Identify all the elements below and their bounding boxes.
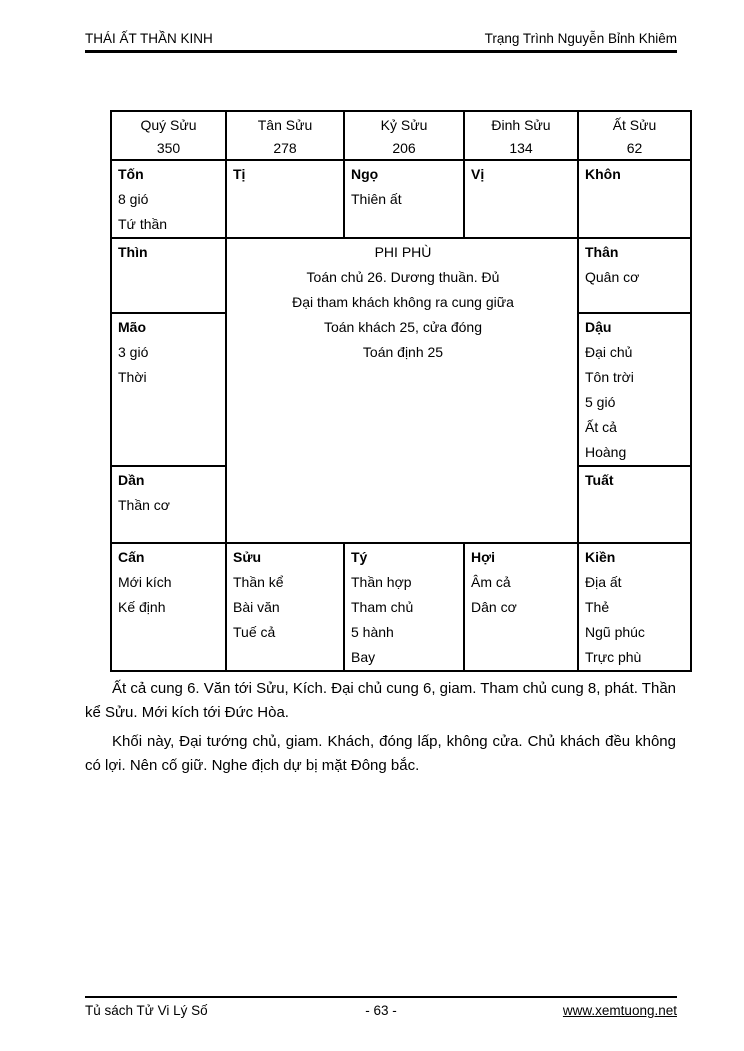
palace-label: Tị: [233, 166, 246, 182]
palace-label: Vị: [471, 166, 485, 182]
palace-line: Đại chủ: [585, 344, 633, 360]
palace-line: Âm cả: [471, 574, 511, 590]
palace-line: 8 gió: [118, 191, 149, 207]
palace-cell-can: [111, 543, 226, 671]
palace-line: Dân cơ: [471, 599, 517, 615]
palace-label: Dần: [118, 472, 145, 488]
paragraph-1: Ất cả cung 6. Văn tới Sửu, Kích. Đại chủ cung 6, giam. Tham chủ cung 8, phát. Thần kể Sửu. Mới kích tới Đức Hòa.: [85, 680, 676, 721]
palace-label: Tý: [351, 549, 368, 565]
palace-label: Hợi: [471, 549, 495, 565]
year-cell-at-suu: [578, 111, 691, 160]
year-cell-ky-suu: [344, 111, 464, 160]
palace-row-mid-1: [111, 238, 691, 313]
palace-cell-ton: [111, 160, 226, 238]
palace-line: Tham chủ: [351, 599, 414, 615]
center-title: PHI PHÙ: [374, 244, 432, 260]
palace-cell-ty: [344, 543, 464, 671]
center-line: Toán khách 25, cửa đóng: [323, 319, 483, 335]
year-name: Đinh Sửu: [491, 117, 551, 133]
palace-label: Mão: [118, 319, 146, 335]
palace-label: Sửu: [233, 549, 262, 565]
page-number: - 63 -: [365, 1003, 397, 1018]
website-link[interactable]: www.xemtuong.net: [562, 1003, 677, 1018]
palace-line: Tuế cả: [233, 624, 276, 640]
book-title: THÁI ẤT THẦN KINH: [85, 31, 213, 46]
thai-at-chart: [110, 110, 692, 672]
palace-line: Thời: [118, 369, 147, 385]
palace-cell-than: [578, 238, 691, 313]
author-name: Trạng Trình Nguyễn Bỉnh Khiêm: [484, 31, 677, 46]
page-footer: [85, 996, 677, 1018]
palace-label: Khôn: [585, 166, 621, 182]
palace-line: Thần hợp: [351, 574, 412, 590]
page-header: [85, 31, 677, 53]
palace-line: Ất cả: [585, 419, 617, 435]
palace-cell-khon: [578, 160, 691, 238]
year-name: Ất Sửu: [612, 117, 657, 133]
center-line: Toán định 25: [362, 344, 444, 360]
palace-label: Dậu: [585, 319, 612, 335]
palace-line: Thẻ: [585, 599, 610, 615]
palace-cell-dan: [111, 466, 226, 543]
palace-line: Tôn trời: [585, 369, 634, 385]
palace-line: Mới kích: [118, 574, 172, 590]
palace-cell-ti: [226, 160, 344, 238]
palace-cell-suu: [226, 543, 344, 671]
palace-line: Trực phù: [585, 649, 642, 665]
palace-line: Thần cơ: [118, 497, 170, 513]
year-row: [111, 111, 691, 160]
palace-line: Thần kể: [233, 574, 284, 590]
palace-cell-vi: [464, 160, 578, 238]
palace-label: Cấn: [118, 549, 145, 565]
palace-line: Bay: [351, 649, 376, 665]
palace-line: Địa ất: [585, 574, 622, 590]
palace-cell-ngo: [344, 160, 464, 238]
palace-cell-mao: [111, 313, 226, 466]
palace-label: Thìn: [118, 244, 148, 260]
palace-label: Ngọ: [351, 166, 379, 182]
palace-line: Bài văn: [233, 599, 280, 615]
palace-line: Kế định: [118, 599, 166, 615]
palace-label: Tuất: [585, 472, 614, 488]
footer-series-title: Tủ sách Tử Vi Lý Số: [85, 1003, 208, 1018]
palace-cell-kien: [578, 543, 691, 671]
year-cell-dinh-suu: [464, 111, 578, 160]
palace-row-top: [111, 160, 691, 238]
palace-line: 3 gió: [118, 344, 149, 360]
year-value: 206: [392, 139, 416, 156]
palace-line: Ngũ phúc: [585, 624, 645, 640]
palace-label: Thân: [585, 244, 619, 260]
year-value: 134: [509, 139, 533, 156]
year-value: 350: [156, 139, 181, 156]
palace-cell-dau: [578, 313, 691, 466]
palace-line: Hoàng: [585, 444, 627, 460]
center-line: Toán chủ 26. Dương thuần. Đủ: [306, 269, 500, 285]
palace-row-bottom: [111, 543, 691, 671]
year-value: 62: [626, 139, 643, 156]
palace-label: Tốn: [118, 166, 144, 182]
year-cell-quy-suu: [111, 111, 226, 160]
year-name: Tân Sửu: [257, 117, 313, 133]
palace-line: 5 hành: [351, 624, 394, 640]
palace-cell-hoi: [464, 543, 578, 671]
palace-line: 5 gió: [585, 394, 616, 410]
center-cell: [226, 238, 578, 543]
palace-line: Quân cơ: [585, 269, 640, 285]
body-text: [85, 677, 676, 783]
center-line: Đại tham khách không ra cung giữa: [292, 294, 514, 310]
palace-line: Thiên ất: [351, 191, 402, 207]
paragraph-2: Khối này, Đại tướng chủ, giam. Khách, đóng lấp, không cửa. Chủ khách đều không có lợi. Nên cố giữ. Nghe địch dự bị mặt Đông bắc.: [85, 733, 676, 774]
year-value: 278: [273, 139, 297, 156]
palace-cell-tuat: [578, 466, 691, 543]
palace-cell-thin: [111, 238, 226, 313]
year-cell-tan-suu: [226, 111, 344, 160]
palace-line: Tứ thần: [118, 216, 168, 232]
year-name: Kỷ Sửu: [380, 117, 428, 133]
year-name: Quý Sửu: [140, 117, 197, 133]
palace-label: Kiền: [585, 549, 616, 565]
